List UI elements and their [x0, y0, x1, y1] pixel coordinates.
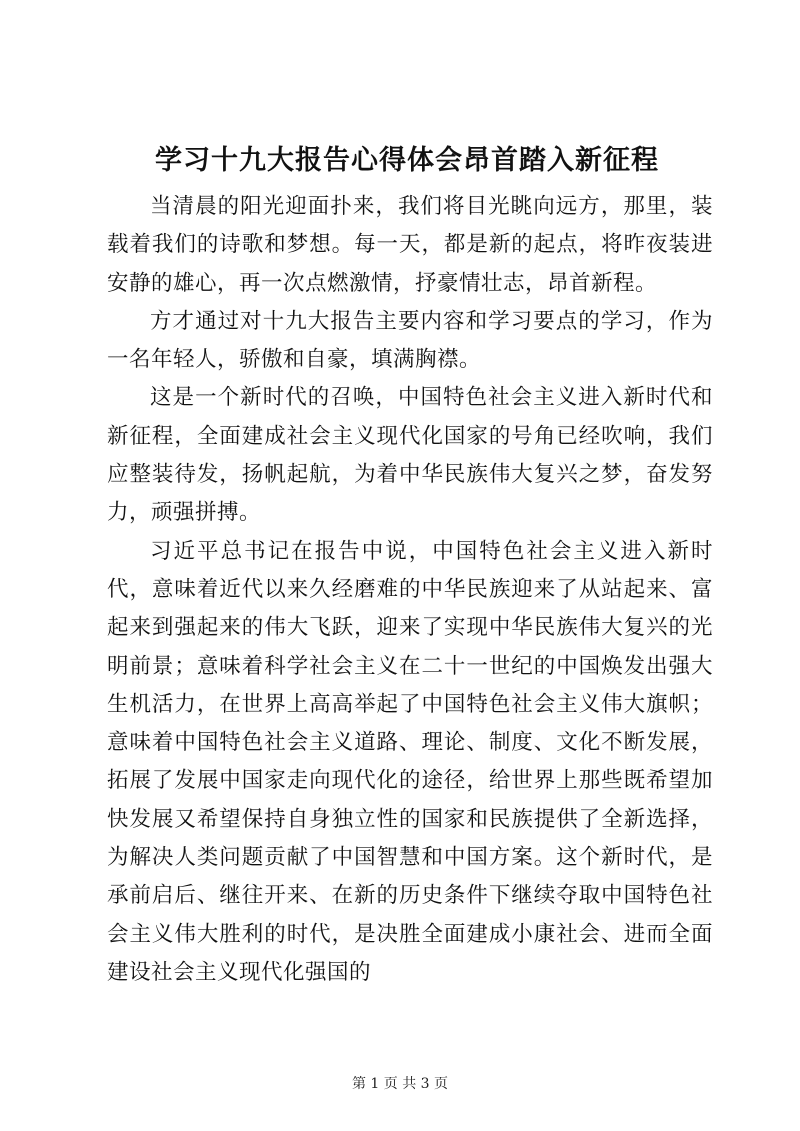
page-number-footer: 第 1 页 共 3 页: [351, 1076, 449, 1092]
paragraph-1: 当清晨的阳光迎面扑来，我们将目光眺向远方，那里，装载着我们的诗歌和梦想。每一天，都是新的起点，将昨夜装进安静的雄心，再一次点燃激情，抒豪情壮志，昂首新程。: [107, 194, 713, 296]
paragraph-4: 习近平总书记在报告中说，中国特色社会主义进入新时代，意味着近代以来久经磨难的中华民族迎来了从站起来、富起来到强起来的伟大飞跃，迎来了实现中华民族伟大复兴的光明前景；意味着科学社会主义在二十一世纪的中国焕发出强大生机活力，在世界上高高举起了中国特色社会主义伟大旗帜；意味着中国特色社会主义道路、理论、制度、文化不断发展，拓展了发展中国家走向现代化的途径，给世界上那些既希望加快发展又希望保持自身独立性的国家和民族提供了全新选择，为解决人类问题贡献了中国智慧和中国方案。这个新时代，是承前启后、继往开来、在新的历史条件下继续夺取中国特色社会主义伟大胜利的时代，是决胜全面建成小康社会、进而全面建设社会主义现代化强国的: [107, 538, 713, 985]
paragraph-3: 这是一个新时代的召唤，中国特色社会主义进入新时代和新征程，全面建成社会主义现代化国家的号角已经吹响，我们应整装待发，扬帆起航，为着中华民族伟大复兴之梦，奋发努力，顽强拼搏。: [107, 385, 713, 526]
document-body: [107, 188, 713, 992]
document-title: 学习十九大报告心得体会昂首踏入新征程: [155, 145, 659, 176]
paragraph-2: 方才通过对十九大报告主要内容和学习要点的学习，作为一名年轻人，骄傲和自豪，填满胸襟。: [107, 308, 713, 373]
